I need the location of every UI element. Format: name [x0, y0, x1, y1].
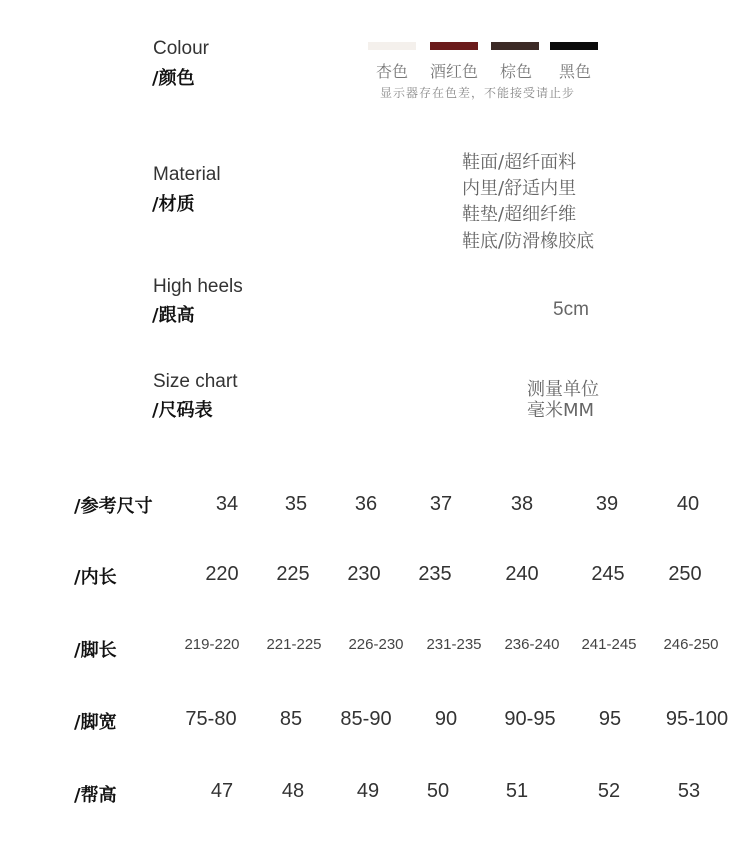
cell-foot-length: 236-240: [504, 636, 560, 653]
cell-foot-length: 226-230: [348, 636, 404, 653]
material-line-sole: 鞋底/防滑橡胶底: [462, 231, 595, 252]
row-label-foot-width: /脚宽: [74, 712, 117, 733]
cell-inner-length: 245: [591, 563, 625, 585]
swatch-wine-red[interactable]: [430, 42, 478, 50]
colour-note: 显示器存在色差，不能接受请止步: [380, 86, 576, 100]
cell-inner-length: 225: [276, 563, 310, 585]
cell-ref-size: 34: [215, 493, 239, 515]
colour-label-cn: /颜色: [152, 68, 195, 89]
row-label-upper-height: /帮高: [74, 785, 117, 806]
material-line-lining: 内里/舒适内里: [462, 178, 577, 199]
material-line-upper: 鞋面/超纤面料: [462, 152, 577, 173]
colour-label-en: Colour: [153, 38, 209, 59]
cell-foot-length: 231-235: [426, 636, 482, 653]
cell-ref-size: 38: [510, 493, 534, 515]
cell-upper-height: 50: [426, 780, 450, 802]
cell-foot-width: 95-100: [665, 708, 729, 730]
unit-line-1: 测量单位: [527, 379, 599, 400]
material-label-cn: /材质: [152, 194, 195, 215]
heel-height-value: 5cm: [553, 299, 589, 320]
swatch-brown[interactable]: [491, 42, 539, 50]
size-chart-label-cn: /尺码表: [152, 400, 213, 421]
cell-foot-width: 85: [279, 708, 303, 730]
swatch-name-wine-red: 酒红色: [429, 62, 478, 81]
cell-ref-size: 39: [595, 493, 619, 515]
row-label-ref-size: /参考尺寸: [74, 496, 153, 517]
swatch-name-black: 黑色: [558, 62, 591, 81]
cell-upper-height: 48: [281, 780, 305, 802]
cell-upper-height: 52: [597, 780, 621, 802]
size-chart-label-en: Size chart: [153, 371, 238, 392]
swatch-name-apricot: 杏色: [375, 62, 408, 81]
cell-foot-width: 95: [598, 708, 622, 730]
cell-upper-height: 49: [356, 780, 380, 802]
cell-inner-length: 235: [418, 563, 452, 585]
swatch-apricot[interactable]: [368, 42, 416, 50]
cell-foot-width: 90: [434, 708, 458, 730]
material-line-insole: 鞋垫/超细纤维: [462, 204, 577, 225]
cell-foot-length: 221-225: [266, 636, 322, 653]
cell-ref-size: 40: [676, 493, 700, 515]
cell-foot-length: 241-245: [581, 636, 637, 653]
cell-ref-size: 37: [429, 493, 453, 515]
cell-inner-length: 240: [505, 563, 539, 585]
row-label-foot-length: /脚长: [74, 640, 117, 661]
swatch-black[interactable]: [550, 42, 598, 50]
cell-ref-size: 35: [284, 493, 308, 515]
material-label-en: Material: [153, 164, 221, 185]
cell-foot-length: 219-220: [184, 636, 240, 653]
heels-label-en: High heels: [153, 276, 243, 297]
cell-upper-height: 51: [505, 780, 529, 802]
cell-foot-width: 85-90: [340, 708, 392, 730]
cell-foot-width: 90-95: [504, 708, 556, 730]
cell-foot-width: 75-80: [185, 708, 237, 730]
unit-line-2: 毫米MM: [527, 400, 595, 421]
cell-inner-length: 250: [668, 563, 702, 585]
cell-foot-length: 246-250: [663, 636, 719, 653]
cell-ref-size: 36: [354, 493, 378, 515]
row-label-inner-length: /内长: [74, 567, 117, 588]
swatch-name-brown: 棕色: [499, 62, 532, 81]
cell-inner-length: 230: [347, 563, 381, 585]
heels-label-cn: /跟高: [152, 305, 195, 326]
cell-upper-height: 53: [677, 780, 701, 802]
cell-upper-height: 47: [210, 780, 234, 802]
cell-inner-length: 220: [205, 563, 239, 585]
